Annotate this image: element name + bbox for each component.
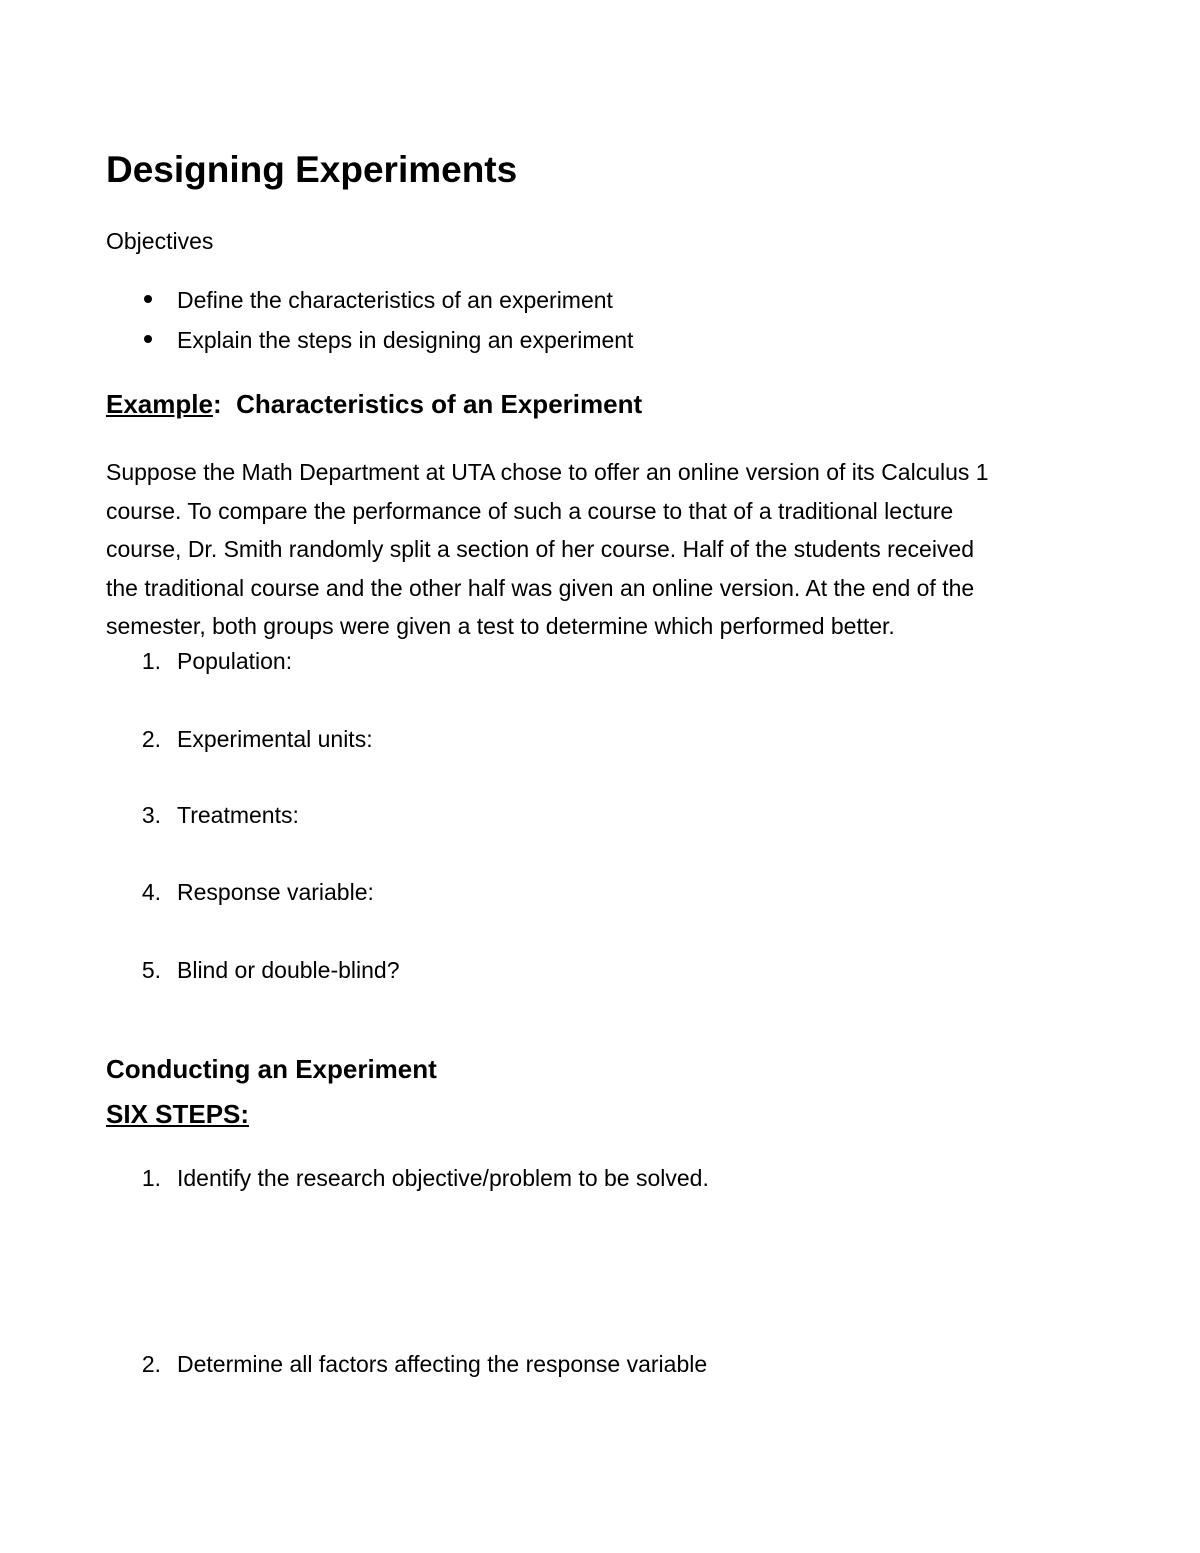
paragraph-line: course, Dr. Smith randomly split a section of her course. Half of the students received [106,536,975,562]
example-label: Example [106,389,213,419]
conducting-heading: Conducting an Experiment [106,1054,437,1084]
example-colon: : [212,389,222,419]
list-number: 2. [141,1351,161,1377]
objective-item: Explain the steps in designing an experiment [177,327,634,353]
bullet-icon [144,295,152,303]
objective-item: Define the characteristics of an experiment [177,287,613,313]
list-item: Identify the research objective/problem to be solved. [177,1165,709,1191]
objectives-label: Objectives [106,228,214,254]
list-item: Response variable: [177,879,374,905]
list-item: Determine all factors affecting the response variable [177,1351,708,1377]
example-title: Characteristics of an Experiment [236,389,643,419]
paragraph-line: Suppose the Math Department at UTA chose to offer an online version of its Calculus 1 [106,459,989,485]
paragraph-line: course. To compare the performance of such a course to that of a traditional lecture [106,497,954,524]
bullet-icon [144,335,152,343]
list-number: 2. [141,726,161,752]
list-number: 1. [141,648,161,674]
list-item: Blind or double-blind? [177,957,400,983]
list-number: 5. [141,957,161,983]
list-item: Population: [177,648,293,674]
page-title: Designing Experiments [106,149,518,190]
example-heading [106,387,642,421]
list-number: 1. [141,1165,161,1191]
example-paragraph [106,453,1096,646]
six-steps-heading: SIX STEPS: [106,1099,250,1129]
paragraph-line: the traditional course and the other half was given an online version. At the end of the [106,574,975,601]
list-item: Treatments: [177,802,299,828]
list-item: Experimental units: [177,726,373,752]
list-number: 4. [141,879,161,905]
paragraph-line: semester, both groups were given a test to determine which performed better. [106,613,895,639]
list-number: 3. [141,802,161,828]
